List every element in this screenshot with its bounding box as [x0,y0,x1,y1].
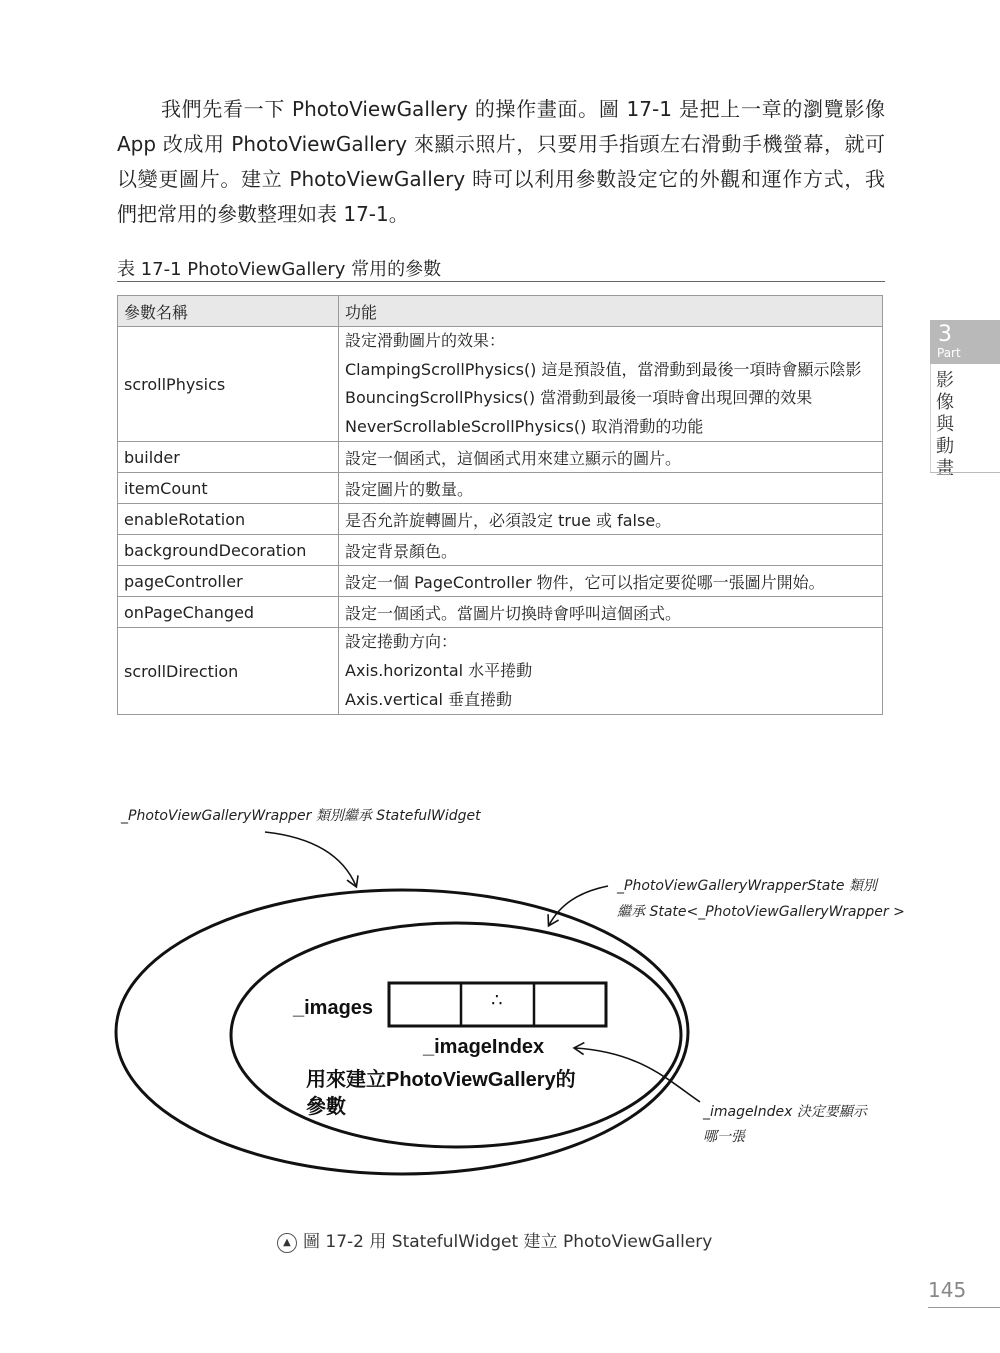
param-name: pageController [118,566,339,597]
table-caption: 表 17-1 PhotoViewGallery 常用的參數 [117,259,442,280]
side-rule [930,472,1000,473]
function-line: 設定滑動圖片的效果： [345,331,506,350]
param-function: 設定背景顏色。 [339,535,883,566]
param-name: enableRotation [118,504,339,535]
part-title-char: 與 [936,414,954,435]
header-name: 參數名稱 [118,296,339,327]
part-title-char: 畫 [936,458,954,479]
index-note-line1: _imageIndex 決定要顯示 [703,1104,867,1120]
table-row [118,628,883,715]
table-row [118,535,883,566]
chapter-tab [930,320,1000,364]
parameter-table [117,295,883,715]
page-number-rule [928,1307,1000,1308]
figure-caption [277,1227,712,1253]
index-note-line2: 哪一張 [703,1129,745,1145]
triangle-icon: ▲ [277,1233,297,1253]
state-note-line1: _PhotoViewGalleryWrapperState 類別 [617,878,877,894]
param-function: 設定一個函式，這個函式用來建立顯示的圖片。 [339,442,883,473]
figure-caption-text: 圖 17-2 用 StatefulWidget 建立 PhotoViewGallery [303,1232,713,1252]
part-title [936,370,964,480]
table-row [118,442,883,473]
params-label-line2: 參數 [306,1096,346,1118]
param-function: 設定一個函式。當圖片切換時會呼叫這個函式。 [339,597,883,628]
state-ellipse [231,923,681,1147]
part-label: Part [937,346,961,360]
part-title-char: 像 [936,392,954,413]
index-arrow [575,1048,700,1102]
caption-rule [117,281,885,282]
function-line: Axis.vertical 垂直捲動 [345,689,513,709]
table-row [118,504,883,535]
array-ellipsis: ∴ [491,990,503,1011]
table-row [118,473,883,504]
param-function [339,327,883,442]
part-title-char: 動 [936,436,954,457]
param-function [339,628,883,715]
param-name: scrollDirection [118,628,339,715]
function-line: Axis.horizontal 水平捲動 [345,660,533,680]
param-name: onPageChanged [118,597,339,628]
table-row [118,327,883,442]
header-function: 功能 [339,296,883,327]
image-index-label: _imageIndex [423,1036,545,1058]
widget-diagram [0,780,1000,1220]
table-header-row [118,296,883,327]
part-title-char: 影 [936,370,954,391]
param-name: itemCount [118,473,339,504]
param-name: backgroundDecoration [118,535,339,566]
table-row [118,597,883,628]
function-line: 設定捲動方向： [345,632,458,652]
params-label-line1: 用來建立PhotoViewGallery的 [306,1069,576,1091]
images-label: _images [293,997,374,1019]
function-line: BouncingScrollPhysics() 當滑動到最後一項時會出現回彈的效果 [345,388,813,408]
body-paragraph [117,92,885,232]
wrapper-ellipse [116,890,688,1174]
function-line: NeverScrollableScrollPhysics() 取消滑動的功能 [345,416,704,436]
param-name: builder [118,442,339,473]
table-row [118,566,883,597]
side-divider [930,364,931,472]
function-line: ClampingScrollPhysics() 這是預設值，當滑動到最後一項時會顯示陰影 [345,359,862,379]
part-number: 3 [938,322,952,347]
paragraph-text: 我們先看一下 PhotoViewGallery 的操作畫面。圖 17-1 是把上一章的瀏覽影像 App 改成用 PhotoViewGallery 來顯示照片，只要用手指頭左右滑動手機螢幕，就可以變更圖片。建立 PhotoViewGallery 時可以利用參數設定它的外觀和運作方式，我們把常用的參數整理如表 17-1。 [117,97,885,226]
param-name: scrollPhysics [118,327,339,442]
param-function: 設定一個 PageController 物件，它可以指定要從哪一張圖片開始。 [339,566,883,597]
param-function: 設定圖片的數量。 [339,473,883,504]
param-function: 是否允許旋轉圖片，必須設定 true 或 false。 [339,504,883,535]
wrapper-arrow [265,832,356,886]
wrapper-note: _PhotoViewGalleryWrapper 類別繼承 StatefulWidget [121,808,481,824]
state-note-line2: 繼承 State<_PhotoViewGalleryWrapper > [617,904,905,920]
page-number: 145 [928,1278,967,1302]
